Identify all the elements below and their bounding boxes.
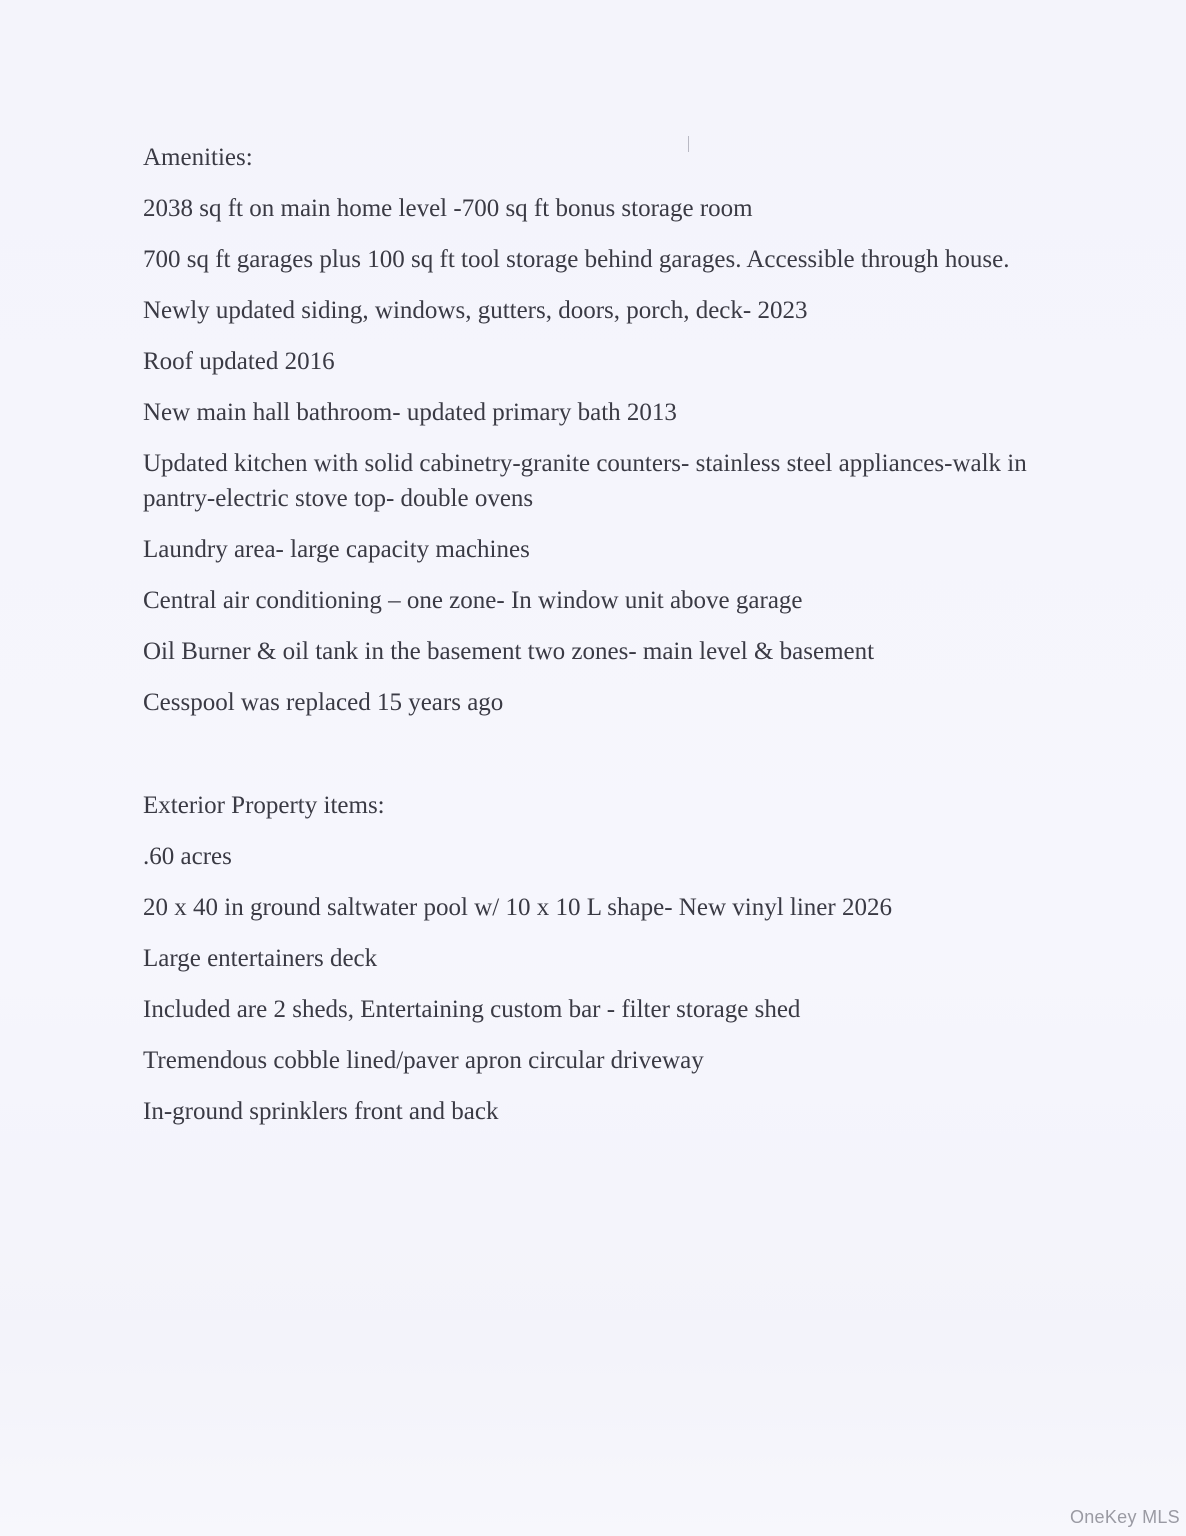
amenity-item: Roof updated 2016 [143,348,335,375]
amenities-heading: Amenities: [143,144,253,171]
exterior-item: 20 x 40 in ground saltwater pool w/ 10 x 10 L shape- New vinyl liner 2026 [143,894,892,921]
amenity-item: Newly updated siding, windows, gutters, doors, porch, deck- 2023 [143,297,808,324]
exterior-item: Included are 2 sheds, Entertaining custom bar - filter storage shed [143,996,801,1023]
amenity-item: Updated kitchen with solid cabinetry-granite counters- stainless steel appliances-walk in pantry-electric stove top- double ovens [143,450,1027,512]
exterior-heading: Exterior Property items: [143,792,385,819]
amenities-section [143,140,1043,720]
exterior-section [143,788,1043,1129]
amenity-item: Cesspool was replaced 15 years ago [143,689,504,716]
section-spacer [143,736,1043,788]
onekey-mls-watermark: OneKey MLS [1069,1507,1180,1527]
exterior-item: Tremendous cobble lined/paver apron circular driveway [143,1047,704,1074]
amenity-item: 2038 sq ft on main home level -700 sq ft bonus storage room [143,195,753,222]
exterior-item: In-ground sprinklers front and back [143,1098,499,1125]
amenity-item: 700 sq ft garages plus 100 sq ft tool storage behind garages. Accessible through house. [143,246,1010,273]
amenity-item: New main hall bathroom- updated primary bath 2013 [143,399,677,426]
amenity-item: Central air conditioning – one zone- In window unit above garage [143,587,803,614]
amenity-item: Oil Burner & oil tank in the basement two zones- main level & basement [143,638,875,665]
amenity-item: Laundry area- large capacity machines [143,536,530,563]
document-body [143,140,1043,1145]
exterior-item: .60 acres [143,843,232,870]
exterior-item: Large entertainers deck [143,945,378,972]
